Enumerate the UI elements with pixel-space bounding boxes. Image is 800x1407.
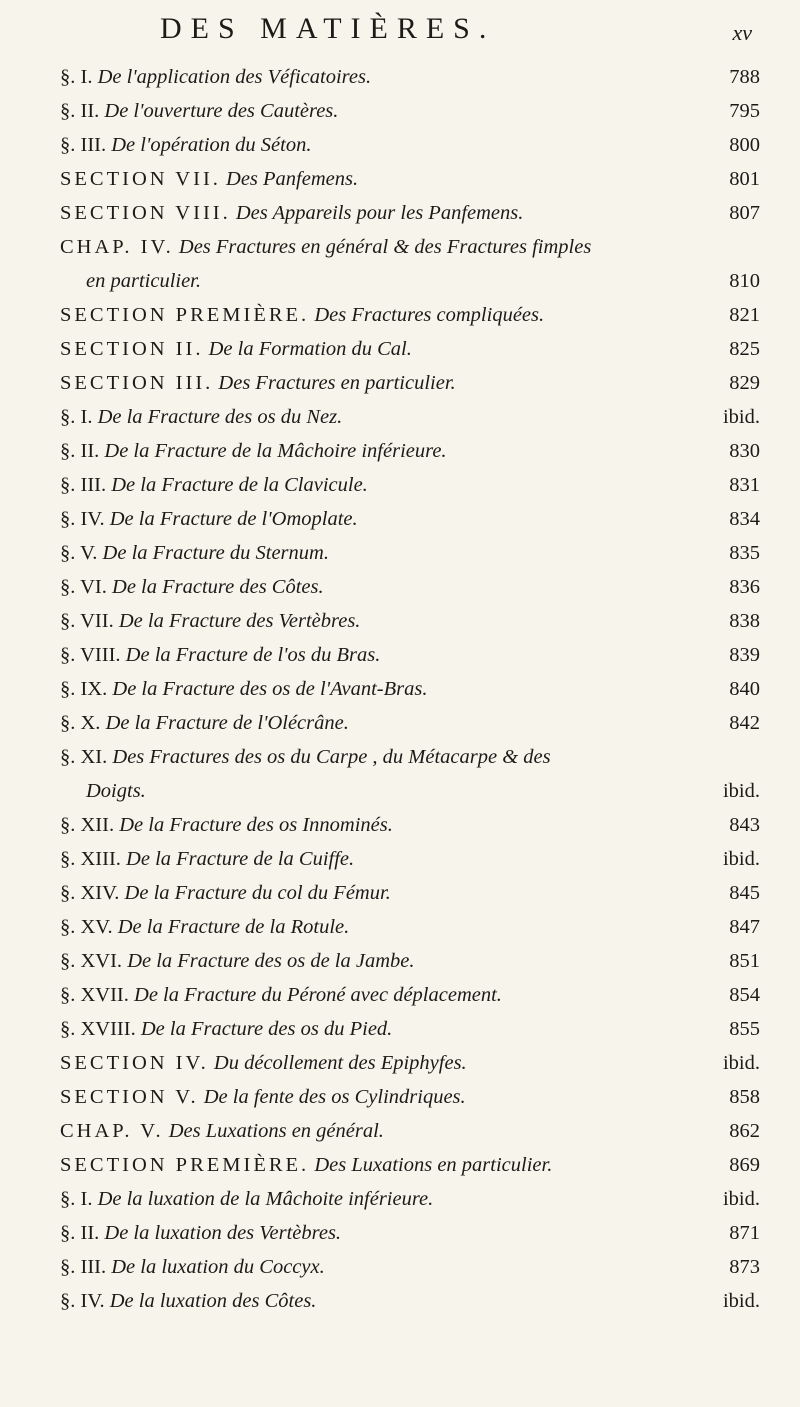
- toc-entry-page: 845: [729, 882, 760, 904]
- toc-entry-label: §. XVIII.: [60, 1018, 136, 1040]
- toc-entry-label: SECTION PREMIÈRE.: [60, 304, 310, 326]
- toc-entry-label: §. I.: [60, 1188, 93, 1210]
- toc-entry-label: SECTION II.: [60, 338, 204, 360]
- toc-entry-title: De la Fracture des os de l'Avant-Bras.: [112, 678, 428, 700]
- toc-entry-page: 810: [729, 270, 760, 292]
- toc-entry-title: De la Fracture de la Cuiffe.: [126, 848, 355, 870]
- toc-entry: [60, 842, 760, 876]
- toc-entry-label: §. VI.: [60, 576, 107, 598]
- toc-entry-page: 800: [729, 134, 760, 156]
- toc-entry-label: §. II.: [60, 440, 100, 462]
- toc-entry: [60, 672, 760, 706]
- toc-entry-page: 795: [729, 100, 760, 122]
- toc-entry-title: De la Fracture de l'Olécrâne.: [105, 712, 349, 734]
- toc-entry: [60, 298, 760, 332]
- toc-entry-title: Des Panfemens.: [226, 168, 359, 190]
- toc-entry-title: en particulier.: [86, 270, 202, 292]
- toc-entry-title: Des Fractures des os du Carpe , du Métacarpe & des: [112, 746, 551, 768]
- toc-entry: [60, 910, 760, 944]
- toc-entry-page: 835: [729, 542, 760, 564]
- toc-entry-title: De la Fracture des os Innominés.: [119, 814, 393, 836]
- toc-entry-page: 847: [729, 916, 760, 938]
- toc-entry-page: 838: [729, 610, 760, 632]
- toc-entry-label: SECTION VIII.: [60, 202, 231, 224]
- toc-entry-title: De la luxation de la Mâchoite inférieure.: [97, 1188, 434, 1210]
- toc-entry-page: 825: [729, 338, 760, 360]
- toc-entry: [60, 94, 760, 128]
- toc-entry-page: 854: [729, 984, 760, 1006]
- toc-entry: [60, 604, 760, 638]
- toc-entry-page: 842: [729, 712, 760, 734]
- toc-entry: [60, 740, 760, 774]
- toc-entry-page: 873: [729, 1256, 760, 1278]
- toc-entry: [60, 230, 760, 264]
- toc-entry-title: De la luxation des Vertèbres.: [104, 1222, 342, 1244]
- toc-entry: [60, 978, 760, 1012]
- toc-entry: [60, 1250, 760, 1284]
- toc-entry-page: 836: [729, 576, 760, 598]
- toc-entry-page: 831: [729, 474, 760, 496]
- toc-entry: [60, 366, 760, 400]
- toc-entry-page: ibid.: [722, 780, 760, 802]
- toc-entry-title: De la Fracture de la Clavicule.: [111, 474, 368, 496]
- toc-entry-label: §. I.: [60, 66, 93, 88]
- toc-entry-title: De la Fracture du col du Fémur.: [124, 882, 391, 904]
- toc-entry-label: §. XVII.: [60, 984, 129, 1006]
- toc-entry-title: Des Fractures en général & des Fractures fimples: [178, 236, 592, 258]
- toc-entry-label: §. VIII.: [60, 644, 121, 666]
- toc-entry-label: §. V.: [60, 542, 98, 564]
- toc-entry: [60, 162, 760, 196]
- toc-entry-label: CHAP. IV.: [60, 236, 174, 258]
- toc-entry-label: §. XIV.: [60, 882, 120, 904]
- toc-entry-label: §. VII.: [60, 610, 114, 632]
- toc-entry-title: De la Fracture de la Rotule.: [117, 916, 350, 938]
- toc-entry-page: ibid.: [722, 1052, 760, 1074]
- toc-entry-title: De la Fracture des os du Nez.: [97, 406, 343, 428]
- toc-entry: [60, 1216, 760, 1250]
- toc-entry: [60, 706, 760, 740]
- toc-entry-page: ibid.: [722, 1188, 760, 1210]
- toc-entry-title: De l'ouverture des Cautères.: [104, 100, 339, 122]
- toc-entry-label: SECTION III.: [60, 372, 214, 394]
- toc-entry: [60, 128, 760, 162]
- toc-entry-page: ibid.: [722, 406, 760, 428]
- toc-entry-title: De la Fracture des os de la Jambe.: [127, 950, 415, 972]
- toc-entry-page: 830: [729, 440, 760, 462]
- toc-entry: [60, 468, 760, 502]
- toc-entry-title: De la Fracture du Sternum.: [102, 542, 329, 564]
- toc-entry: [60, 1046, 760, 1080]
- toc-entry-title: Des Luxations en général.: [168, 1120, 384, 1142]
- toc-entry: [60, 944, 760, 978]
- toc-entry: [60, 332, 760, 366]
- toc-entry-page: 829: [729, 372, 760, 394]
- toc-entry-label: §. XV.: [60, 916, 113, 938]
- toc-entry: [60, 1080, 760, 1114]
- toc-entry: [60, 60, 760, 94]
- toc-entry-title: De la luxation du Coccyx.: [111, 1256, 325, 1278]
- toc-entry-title: De la fente des os Cylindriques.: [203, 1086, 466, 1108]
- toc-entry-page: 801: [729, 168, 760, 190]
- table-of-contents: [60, 60, 760, 1318]
- toc-entry: [60, 536, 760, 570]
- toc-entry-title: De la Fracture de l'os du Bras.: [125, 644, 381, 666]
- toc-entry: [60, 434, 760, 468]
- toc-entry-title: De l'opération du Séton.: [111, 134, 312, 156]
- toc-entry-label: §. XVI.: [60, 950, 123, 972]
- toc-entry-label: §. III.: [60, 1256, 107, 1278]
- toc-entry: [60, 400, 760, 434]
- toc-entry: [60, 774, 760, 808]
- toc-entry-page: 855: [729, 1018, 760, 1040]
- toc-entry: [60, 808, 760, 842]
- toc-entry-label: SECTION VII.: [60, 168, 221, 190]
- toc-entry: [60, 638, 760, 672]
- page-header: [60, 12, 760, 62]
- toc-entry-title: Des Appareils pour les Panfemens.: [235, 202, 524, 224]
- toc-entry-title: De la Fracture des Vertèbres.: [118, 610, 361, 632]
- toc-entry-page: 869: [729, 1154, 760, 1176]
- toc-entry-title: Du décollement des Epiphyfes.: [213, 1052, 467, 1074]
- toc-entry-page: 807: [729, 202, 760, 224]
- toc-entry-page: 843: [729, 814, 760, 836]
- toc-entry-page: 834: [729, 508, 760, 530]
- toc-entry-title: Doigts.: [86, 780, 146, 802]
- toc-entry-title: De la luxation des Côtes.: [109, 1290, 317, 1312]
- toc-entry-label: SECTION PREMIÈRE.: [60, 1154, 310, 1176]
- running-title: DES MATIÈRES.: [160, 12, 496, 45]
- toc-entry-title: De l'application des Véficatoires.: [97, 66, 372, 88]
- toc-entry-page: 788: [729, 66, 760, 88]
- toc-entry-title: De la Formation du Cal.: [208, 338, 412, 360]
- toc-entry-label: §. X.: [60, 712, 101, 734]
- toc-entry: [60, 1114, 760, 1148]
- toc-entry-label: §. IV.: [60, 1290, 105, 1312]
- toc-entry-title: De la Fracture de l'Omoplate.: [109, 508, 358, 530]
- toc-entry-title: De la Fracture des Côtes.: [112, 576, 324, 598]
- toc-entry-page: 840: [729, 678, 760, 700]
- toc-entry: [60, 1012, 760, 1046]
- toc-entry-page: 871: [729, 1222, 760, 1244]
- toc-entry-label: §. IV.: [60, 508, 105, 530]
- toc-entry-label: §. XII.: [60, 814, 115, 836]
- toc-entry-label: §. XI.: [60, 746, 108, 768]
- toc-entry-label: §. III.: [60, 474, 107, 496]
- toc-entry-title: Des Fractures compliquées.: [314, 304, 545, 326]
- toc-entry-page: 839: [729, 644, 760, 666]
- toc-entry: [60, 1148, 760, 1182]
- toc-entry: [60, 196, 760, 230]
- toc-entry-label: §. III.: [60, 134, 107, 156]
- toc-entry-title: Des Fractures en particulier.: [218, 372, 456, 394]
- toc-entry-label: SECTION V.: [60, 1086, 199, 1108]
- toc-entry-page: 862: [729, 1120, 760, 1142]
- toc-entry-page: 851: [729, 950, 760, 972]
- toc-entry: [60, 1182, 760, 1216]
- toc-entry-label: §. II.: [60, 100, 100, 122]
- toc-entry-label: SECTION IV.: [60, 1052, 209, 1074]
- toc-entry-label: §. IX.: [60, 678, 108, 700]
- toc-entry-label: CHAP. V.: [60, 1120, 164, 1142]
- toc-entry-label: §. II.: [60, 1222, 100, 1244]
- toc-entry-page: 858: [729, 1086, 760, 1108]
- toc-entry-label: §. XIII.: [60, 848, 121, 870]
- toc-entry: [60, 264, 760, 298]
- toc-entry-page: 821: [729, 304, 760, 326]
- page-number: xv: [732, 20, 752, 45]
- toc-entry: [60, 502, 760, 536]
- toc-entry-title: De la Fracture de la Mâchoire inférieure.: [104, 440, 447, 462]
- toc-entry: [60, 570, 760, 604]
- toc-entry: [60, 876, 760, 910]
- toc-entry-title: De la Fracture des os du Pied.: [140, 1018, 393, 1040]
- toc-entry-title: De la Fracture du Péroné avec déplacement.: [134, 984, 502, 1006]
- toc-entry: [60, 1284, 760, 1318]
- toc-entry-title: Des Luxations en particulier.: [314, 1154, 553, 1176]
- toc-entry-page: ibid.: [722, 848, 760, 870]
- toc-entry-label: §. I.: [60, 406, 93, 428]
- toc-entry-page: ibid.: [722, 1290, 760, 1312]
